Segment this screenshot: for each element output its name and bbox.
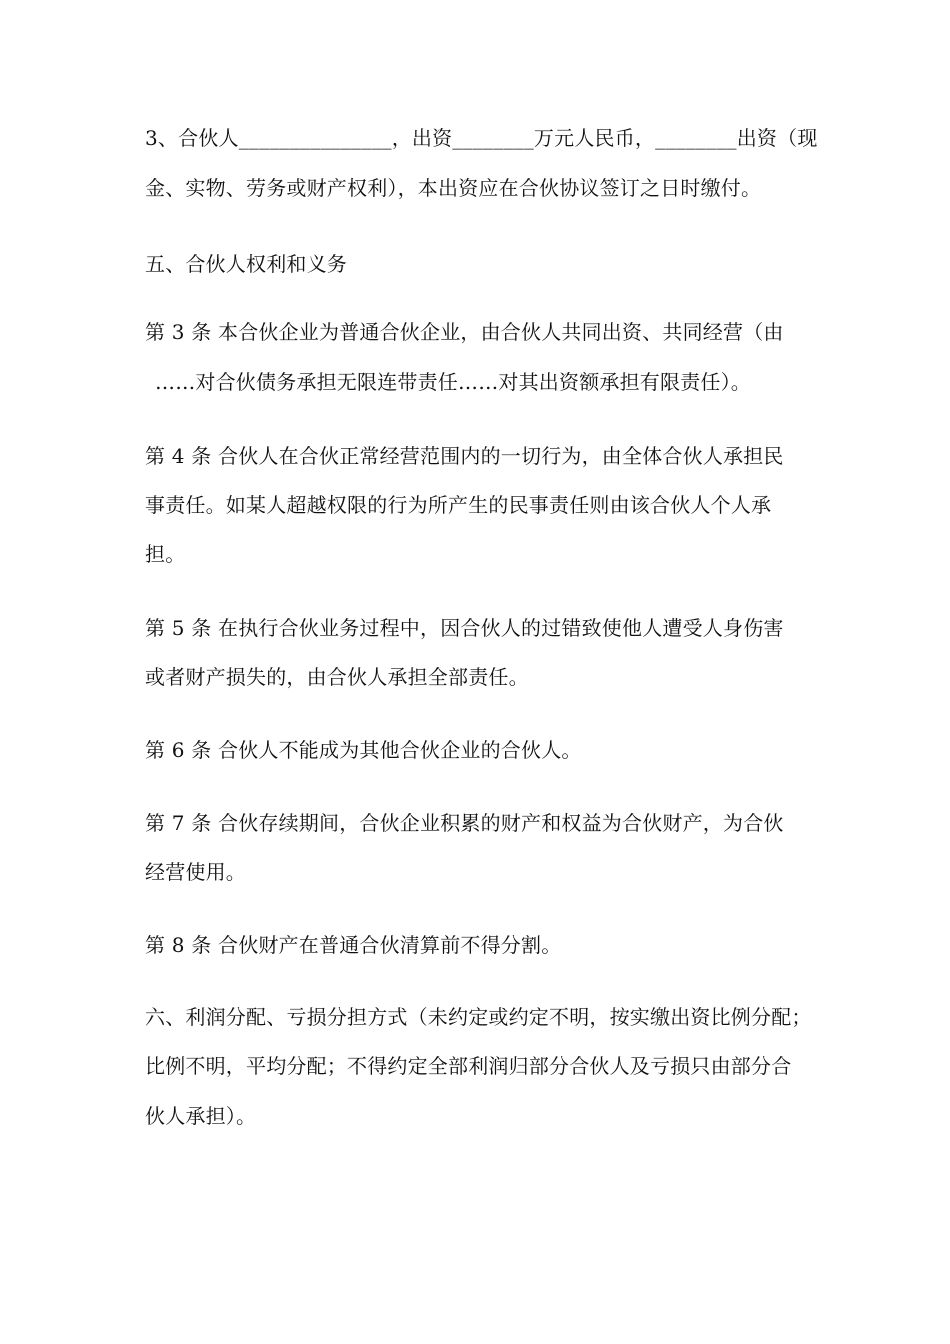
paragraph-3-partner-contribution-line-1: 3、合伙人_______________，出资________万元人民币，________出资（现 bbox=[145, 126, 818, 150]
section-5-heading: 五、合伙人权利和义务 bbox=[145, 252, 347, 276]
article-7-line-2: 经营使用。 bbox=[145, 860, 246, 884]
section-6-line-2: 比例不明，平均分配；不得约定全部利润归部分合伙人及亏损只由部分合 bbox=[145, 1054, 792, 1078]
article-7-line-1: 第 7 条 合伙存续期间，合伙企业积累的财产和权益为合伙财产，为合伙 bbox=[145, 811, 784, 835]
article-8-line: 第 8 条 合伙财产在普通合伙清算前不得分割。 bbox=[145, 933, 562, 957]
article-4-line-1: 第 4 条 合伙人在合伙正常经营范围内的一切行为，由全体合伙人承担民 bbox=[145, 444, 784, 468]
article-5-line-2: 或者财产损失的，由合伙人承担全部责任。 bbox=[145, 665, 529, 689]
section-6-line-3: 伙人承担）。 bbox=[145, 1104, 257, 1128]
section-6-line-1: 六、利润分配、亏损分担方式（未约定或约定不明，按实缴出资比例分配； bbox=[145, 1005, 812, 1029]
article-4-line-3: 担。 bbox=[145, 542, 186, 566]
article-4-line-2: 事责任。如某人超越权限的行为所产生的民事责任则由该合伙人个人承 bbox=[145, 493, 772, 517]
article-3-line-2: ……对合伙债务承担无限连带责任……对其出资额承担有限责任）。 bbox=[155, 370, 751, 394]
article-6-line: 第 6 条 合伙人不能成为其他合伙企业的合伙人。 bbox=[145, 738, 582, 762]
article-3-line-1: 第 3 条 本合伙企业为普通合伙企业，由合伙人共同出资、共同经营（由 bbox=[145, 320, 784, 344]
paragraph-3-partner-contribution-line-2: 金、实物、劳务或财产权利），本出资应在合伙协议签订之日时缴付。 bbox=[145, 176, 762, 200]
article-5-line-1: 第 5 条 在执行合伙业务过程中，因合伙人的过错致使他人遭受人身伤害 bbox=[145, 616, 784, 640]
